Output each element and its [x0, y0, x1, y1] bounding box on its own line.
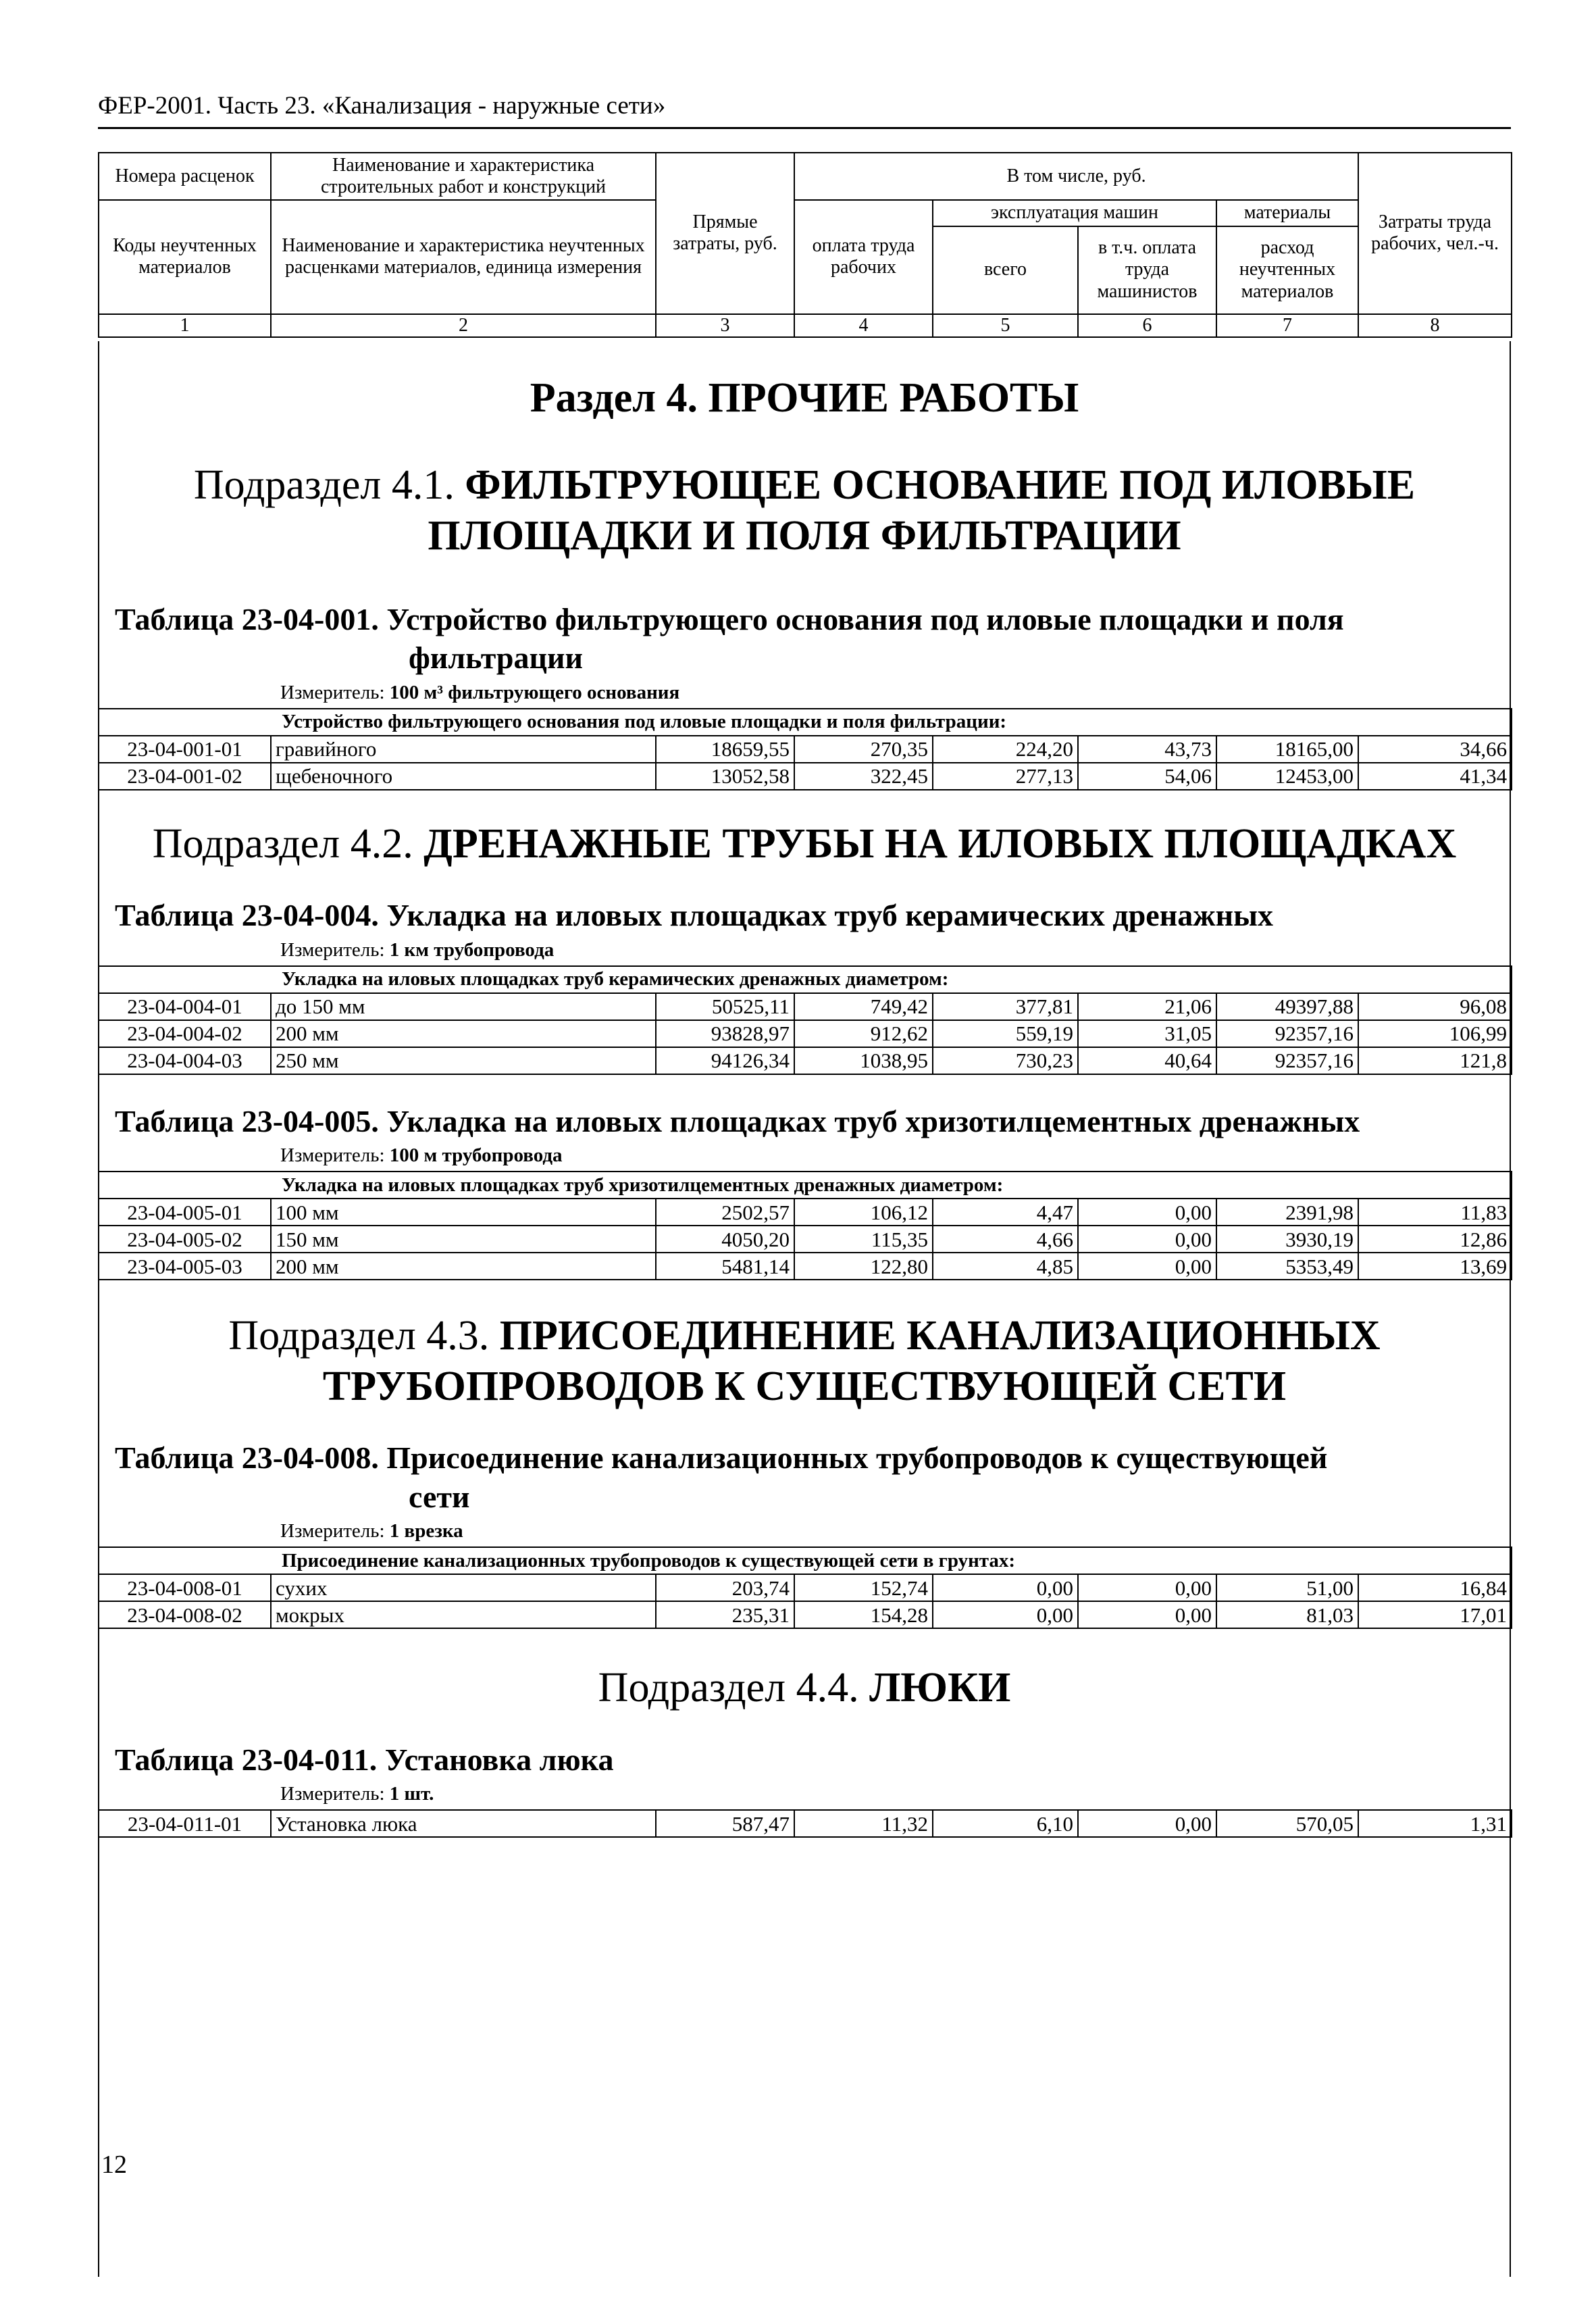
subsection-label: Подраздел 4.2. — [152, 820, 413, 867]
subsection-title-4-2 — [98, 819, 1511, 869]
cell-machines: 730,23 — [933, 1047, 1078, 1074]
col7-header: расход неучтенных материалов — [1216, 226, 1358, 314]
subsection-text: ФИЛЬТРУЮЩЕЕ ОСНОВАНИЕ ПОД ИЛОВЫЕ ПЛОЩАДКИ И ПОЛЯ ФИЛЬТРАЦИИ — [428, 462, 1416, 559]
group-row: Устройство фильтрующего основания под иловые площадки и поля фильтрации: — [99, 709, 1512, 736]
group-row: Присоединение канализационных трубопроводов к существующей сети в грунтах: — [99, 1547, 1512, 1574]
cell-machines: 559,19 — [933, 1020, 1078, 1047]
rate-name: 250 мм — [271, 1047, 656, 1074]
cell-hours: 96,08 — [1358, 993, 1512, 1020]
table-row — [99, 1810, 1512, 1837]
measure-label: Измеритель: — [280, 1783, 385, 1805]
cell-machines: 224,20 — [933, 736, 1078, 763]
cell-materials: 92357,16 — [1216, 1047, 1358, 1074]
col3-header: Прямые затраты, руб. — [656, 153, 794, 314]
cell-direct: 93828,97 — [656, 1020, 794, 1047]
table-row — [99, 1047, 1512, 1074]
cell-direct: 94126,34 — [656, 1047, 794, 1074]
incl-header: В том числе, руб. — [794, 153, 1358, 200]
cell-materials: 51,00 — [1216, 1574, 1358, 1601]
col-number: 5 — [933, 314, 1078, 337]
rate-code: 23-04-008-02 — [99, 1601, 271, 1628]
cell-labor: 11,32 — [794, 1810, 933, 1837]
subsection-title-4-4 — [98, 1663, 1511, 1713]
table-title-001 — [98, 600, 1511, 678]
table-row — [99, 1601, 1512, 1628]
rate-code: 23-04-004-01 — [99, 993, 271, 1020]
measure-value: 1 шт. — [389, 1783, 434, 1805]
col-number: 7 — [1216, 314, 1358, 337]
cell-hours: 106,99 — [1358, 1020, 1512, 1047]
cell-materials: 3930,19 — [1216, 1226, 1358, 1253]
cell-machines: 4,85 — [933, 1253, 1078, 1280]
col2-bottom: Наименование и характеристика неучтенных расценками материалов, единица измерения — [271, 200, 656, 313]
table-row — [99, 736, 1512, 763]
table-title-line: фильтрации — [409, 640, 583, 676]
cell-labor: 749,42 — [794, 993, 933, 1020]
col5-header: всего — [933, 226, 1078, 314]
table-005 — [98, 1171, 1512, 1280]
cell-operators: 0,00 — [1078, 1601, 1216, 1628]
rate-name: гравийного — [271, 736, 656, 763]
table-row — [99, 1020, 1512, 1047]
measure-label: Измеритель: — [280, 681, 385, 703]
subsection-label: Подраздел 4.4. — [598, 1665, 859, 1711]
machines-header: эксплуатация машин — [933, 200, 1216, 226]
rate-name: мокрых — [271, 1601, 656, 1628]
cell-hours: 41,34 — [1358, 763, 1512, 790]
cell-hours: 13,69 — [1358, 1253, 1512, 1280]
col1-top: Номера расценок — [99, 153, 271, 200]
cell-machines: 0,00 — [933, 1601, 1078, 1628]
cell-direct: 203,74 — [656, 1574, 794, 1601]
table-008 — [98, 1546, 1512, 1629]
table-row — [99, 763, 1512, 790]
cell-materials: 2391,98 — [1216, 1199, 1358, 1226]
table-title-line: Таблица 23-04-004. Укладка на иловых площадках труб керамических дренажных — [115, 898, 1273, 933]
col-number: 1 — [99, 314, 271, 337]
rate-code: 23-04-011-01 — [99, 1810, 271, 1837]
cell-machines: 4,47 — [933, 1199, 1078, 1226]
subsection-label: Подраздел 4.3. — [228, 1313, 490, 1359]
table-title-line: Таблица 23-04-005. Укладка на иловых площадках труб хризотилцементных дренажных — [115, 1103, 1360, 1138]
rate-name: Установка люка — [271, 1810, 656, 1837]
cell-operators: 43,73 — [1078, 736, 1216, 763]
table-row — [99, 1226, 1512, 1253]
table-001 — [98, 708, 1512, 790]
cell-labor: 322,45 — [794, 763, 933, 790]
group-row: Укладка на иловых площадках труб керамических дренажных диаметром: — [99, 966, 1512, 993]
col4-header: оплата труда рабочих — [794, 200, 933, 313]
table-title-004 — [98, 896, 1511, 935]
subsection-title-4-1 — [98, 460, 1511, 561]
col-number: 2 — [271, 314, 656, 337]
rate-name: до 150 мм — [271, 993, 656, 1020]
rate-code: 23-04-004-02 — [99, 1020, 271, 1047]
subsection-title-4-3 — [98, 1311, 1511, 1411]
cell-direct: 4050,20 — [656, 1226, 794, 1253]
cell-materials: 12453,00 — [1216, 763, 1358, 790]
measure-008 — [98, 1521, 1511, 1541]
rate-name: щебеночного — [271, 763, 656, 790]
cell-materials: 92357,16 — [1216, 1020, 1358, 1047]
column-header-table — [98, 152, 1512, 338]
table-011 — [98, 1809, 1512, 1838]
measure-001 — [98, 683, 1511, 703]
cell-direct: 235,31 — [656, 1601, 794, 1628]
table-row — [99, 1574, 1512, 1601]
table-row — [99, 1199, 1512, 1226]
cell-direct: 587,47 — [656, 1810, 794, 1837]
page-number: 12 — [101, 2150, 127, 2179]
measure-label: Измеритель: — [280, 1520, 385, 1542]
cell-machines: 277,13 — [933, 763, 1078, 790]
cell-labor: 154,28 — [794, 1601, 933, 1628]
subsection-text: ПРИСОЕДИНЕНИЕ КАНАЛИЗАЦИОННЫХ ТРУБОПРОВОДОВ К СУЩЕСТВУЮЩЕЙ СЕТИ — [322, 1313, 1381, 1409]
measure-value: 1 врезка — [389, 1520, 463, 1542]
cell-materials: 5353,49 — [1216, 1253, 1358, 1280]
rate-code: 23-04-001-01 — [99, 736, 271, 763]
section-title: Раздел 4. ПРОЧИЕ РАБОТЫ — [530, 375, 1079, 421]
cell-operators: 31,05 — [1078, 1020, 1216, 1047]
cell-labor: 115,35 — [794, 1226, 933, 1253]
table-004 — [98, 965, 1512, 1075]
cell-machines: 4,66 — [933, 1226, 1078, 1253]
rate-code: 23-04-005-01 — [99, 1199, 271, 1226]
cell-materials: 81,03 — [1216, 1601, 1358, 1628]
measure-value: 1 км трубопровода — [389, 938, 555, 961]
cell-machines: 0,00 — [933, 1574, 1078, 1601]
rate-name: 200 мм — [271, 1020, 656, 1047]
measure-011 — [98, 1784, 1511, 1804]
table-title-line: Таблица 23-04-011. Установка люка — [115, 1742, 614, 1777]
rate-code: 23-04-008-01 — [99, 1574, 271, 1601]
cell-operators: 0,00 — [1078, 1253, 1216, 1280]
cell-direct: 13052,58 — [656, 763, 794, 790]
table-title-005 — [98, 1102, 1511, 1141]
measure-value: 100 м трубопровода — [389, 1145, 563, 1167]
col-number: 6 — [1078, 314, 1216, 337]
table-title-line: Таблица 23-04-008. Присоединение канализационных трубопроводов к существующей — [115, 1440, 1328, 1476]
subsection-text: ДРЕНАЖНЫЕ ТРУБЫ НА ИЛОВЫХ ПЛОЩАДКАХ — [423, 820, 1457, 867]
cell-operators: 0,00 — [1078, 1810, 1216, 1837]
measure-004 — [98, 940, 1511, 960]
table-title-line: Таблица 23-04-001. Устройство фильтрующего основания под иловые площадки и поля — [115, 601, 1344, 636]
cell-labor: 152,74 — [794, 1574, 933, 1601]
cell-operators: 54,06 — [1078, 763, 1216, 790]
cell-direct: 5481,14 — [656, 1253, 794, 1280]
cell-hours: 17,01 — [1358, 1601, 1512, 1628]
cell-labor: 912,62 — [794, 1020, 933, 1047]
cell-direct: 18659,55 — [656, 736, 794, 763]
cell-labor: 270,35 — [794, 736, 933, 763]
rate-name: сухих — [271, 1574, 656, 1601]
rate-name: 150 мм — [271, 1226, 656, 1253]
cell-machines: 6,10 — [933, 1810, 1078, 1837]
cell-machines: 377,81 — [933, 993, 1078, 1020]
header-rule — [98, 127, 1511, 129]
rate-code: 23-04-001-02 — [99, 763, 271, 790]
table-row — [99, 1253, 1512, 1280]
cell-direct: 50525,11 — [656, 993, 794, 1020]
table-title-line: сети — [409, 1479, 470, 1514]
cell-operators: 0,00 — [1078, 1574, 1216, 1601]
cell-labor: 122,80 — [794, 1253, 933, 1280]
measure-value: 100 м³ фильтрующего основания — [389, 681, 680, 703]
table-title-011 — [98, 1740, 1511, 1780]
materials-header: материалы — [1216, 200, 1358, 226]
measure-label: Измеритель: — [280, 938, 385, 961]
cell-operators: 21,06 — [1078, 993, 1216, 1020]
col-number: 3 — [656, 314, 794, 337]
col6-header: в т.ч. оплата труда машинистов — [1078, 226, 1216, 314]
cell-hours: 34,66 — [1358, 736, 1512, 763]
cell-materials: 570,05 — [1216, 1810, 1358, 1837]
cell-hours: 1,31 — [1358, 1810, 1512, 1837]
col2-top: Наименование и характеристика строительных работ и конструкций — [271, 153, 656, 200]
cell-hours: 121,8 — [1358, 1047, 1512, 1074]
cell-hours: 11,83 — [1358, 1199, 1512, 1226]
rate-code: 23-04-005-03 — [99, 1253, 271, 1280]
col1-bottom: Коды неучтенных материалов — [99, 200, 271, 313]
cell-materials: 18165,00 — [1216, 736, 1358, 763]
measure-005 — [98, 1146, 1511, 1165]
cell-hours: 12,86 — [1358, 1226, 1512, 1253]
group-row: Укладка на иловых площадках труб хризотилцементных дренажных диаметром: — [99, 1172, 1512, 1199]
measure-label: Измеритель: — [280, 1145, 385, 1167]
page-content — [98, 341, 1511, 1838]
cell-hours: 16,84 — [1358, 1574, 1512, 1601]
running-title: ФЕР-2001. Часть 23. «Канализация - наружные сети» — [98, 92, 666, 120]
rate-code: 23-04-005-02 — [99, 1226, 271, 1253]
rate-name: 200 мм — [271, 1253, 656, 1280]
table-row — [99, 993, 1512, 1020]
col-number: 8 — [1358, 314, 1512, 337]
cell-labor: 106,12 — [794, 1199, 933, 1226]
cell-operators: 0,00 — [1078, 1226, 1216, 1253]
cell-materials: 49397,88 — [1216, 993, 1358, 1020]
table-title-008 — [98, 1438, 1511, 1516]
subsection-label: Подраздел 4.1. — [193, 462, 455, 509]
cell-operators: 0,00 — [1078, 1199, 1216, 1226]
col-number: 4 — [794, 314, 933, 337]
cell-operators: 40,64 — [1078, 1047, 1216, 1074]
cell-labor: 1038,95 — [794, 1047, 933, 1074]
rate-code: 23-04-004-03 — [99, 1047, 271, 1074]
rate-name: 100 мм — [271, 1199, 656, 1226]
col8-header: Затраты труда рабочих, чел.-ч. — [1358, 153, 1512, 314]
cell-direct: 2502,57 — [656, 1199, 794, 1226]
subsection-text: ЛЮКИ — [869, 1665, 1011, 1711]
